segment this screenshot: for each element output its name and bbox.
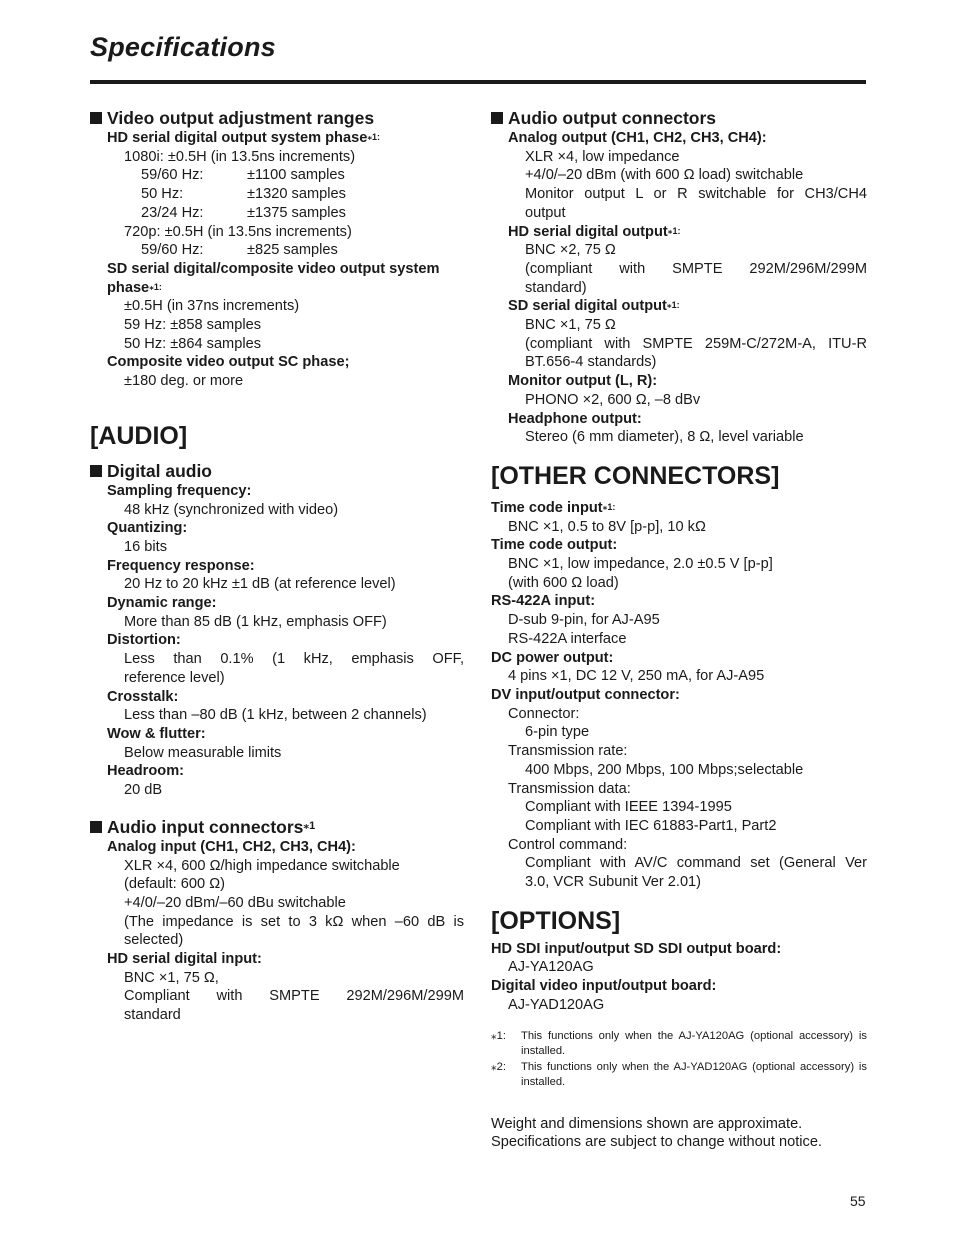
distortion-value: Less than 0.1% (1 kHz, emphasis OFF, — [124, 651, 464, 668]
dv-data-value: Compliant with IEC 61883-Part1, Part2 — [525, 817, 777, 834]
sample-value: ±1100 samples — [247, 167, 345, 184]
hd-board-value: AJ-YA120AG — [508, 959, 594, 976]
footnote — [491, 1060, 867, 1091]
wow-flutter-value: Below measurable limits — [124, 744, 282, 761]
crosstalk-value: Less than –80 dB (1 kHz, between 2 channels) — [124, 707, 427, 724]
hd-phase-label: HD serial digital output system phase$^{⁎1:}$ — [107, 130, 381, 146]
sc-phase-value: ±180 deg. or more — [124, 373, 244, 390]
sd-phase-value: 50 Hz: ±864 samples — [124, 335, 261, 352]
dc-power-value: 4 pins ×1, DC 12 V, 250 mA, for AJ-A95 — [508, 668, 765, 685]
right-column — [491, 108, 867, 1152]
hd-output-label: HD serial digital output$^{⁎1:}$ — [508, 223, 681, 240]
analog-input-value: (default: 600 Ω) — [124, 876, 225, 893]
analog-input-label: Analog input (CH1, CH2, CH3, CH4): — [107, 838, 356, 855]
closing-notes — [491, 1115, 867, 1152]
page-number: 55 — [850, 1193, 866, 1209]
rows-1080i — [90, 166, 464, 222]
other-connectors-heading: [OTHER CONNECTORS] — [491, 461, 780, 490]
phase-720p: 720p: ±0.5H (in 13.5ns increments) — [124, 223, 352, 240]
monitor-switch-text: Monitor output L or R switchable for CH3/CH4 — [525, 186, 867, 203]
analog-output-value: XLR ×4, low impedance — [525, 148, 680, 165]
dv-board-value: AJ-YAD120AG — [508, 996, 605, 1013]
timecode-output-label: Time code output: — [491, 537, 618, 554]
footnotes — [491, 1029, 867, 1091]
rs422-label: RS-422A input: — [491, 593, 596, 610]
dv-connector-value: 6-pin type — [525, 724, 590, 741]
timecode-output-value: BNC ×1, low impedance, 2.0 ±0.5 V [p-p] — [508, 556, 773, 573]
dv-control-value: Compliant with AV/C command set (General Ver — [525, 855, 867, 872]
page-title: Specifications — [90, 32, 276, 62]
frequency-value: 20 Hz to 20 kHz ±1 dB (at reference level) — [124, 576, 396, 593]
options-heading: [OPTIONS] — [491, 906, 621, 935]
video-output-heading: Video output adjustment ranges — [90, 108, 464, 129]
dv-control-label: Control command: — [508, 836, 628, 853]
sample-rate: 59/60 Hz: — [141, 167, 204, 184]
dv-board-label: Digital video input/output board: — [491, 978, 717, 995]
dynamic-range-label: Dynamic range: — [107, 595, 217, 612]
footnote-mark: ⁎2: — [491, 1061, 506, 1074]
headroom-label: Headroom: — [107, 763, 185, 780]
sd-phase-value: 59 Hz: ±858 samples — [124, 317, 261, 334]
digital-audio-heading: Digital audio — [90, 461, 464, 482]
audio-input-heading: Audio input connectors$^{⁎1}$ — [90, 817, 464, 838]
sd-phase-label: SD serial digital/composite video output system — [107, 260, 440, 277]
rs422-value: D-sub 9-pin, for AJ-A95 — [508, 612, 660, 629]
sample-row — [141, 166, 464, 185]
hd-input-compliant-2: standard — [124, 1007, 181, 1024]
sd-output-value: BNC ×1, 75 Ω — [525, 317, 616, 334]
hd-output-value: BNC ×2, 75 Ω — [525, 242, 616, 259]
analog-output-values — [491, 148, 867, 185]
footnote-ref: ⁎1: — [666, 300, 680, 311]
rs422-value: RS-422A interface — [508, 630, 627, 647]
analog-output-value: +4/0/–20 dBm (with 600 Ω load) switchable — [525, 167, 804, 184]
dv-connector-sublabel: Connector: — [508, 705, 580, 722]
footnote — [491, 1029, 867, 1060]
hd-board-label: HD SDI input/output SD SDI output board: — [491, 940, 782, 957]
footnote-ref: ⁎1: — [149, 281, 162, 292]
sc-phase-label: Composite video output SC phase; — [107, 354, 350, 371]
analog-input-note-2: selected) — [124, 932, 184, 949]
sd-phase-values — [90, 297, 464, 353]
footnote-ref: ⁎1: — [602, 501, 616, 512]
sample-rate: 59/60 Hz: — [141, 242, 204, 259]
sd-output-compliant: (compliant with SMPTE 259M-C/272M-A, ITU-R — [525, 335, 867, 352]
analog-input-values — [90, 857, 464, 913]
headroom-value: 20 dB — [124, 782, 163, 799]
dv-data-label: Transmission data: — [508, 780, 631, 797]
title-rule — [90, 80, 866, 84]
footnote-mark: ⁎1: — [491, 1029, 506, 1042]
audio-heading: [AUDIO] — [90, 421, 188, 450]
analog-input-value: XLR ×4, 600 Ω/high impedance switchable — [124, 857, 400, 874]
sample-row — [141, 204, 464, 223]
sd-phase-label-2: phase$^{⁎1:}$ — [107, 279, 162, 296]
footnote-ref: ⁎1 — [303, 819, 316, 832]
quantizing-label: Quantizing: — [107, 520, 188, 537]
hd-input-label: HD serial digital input: — [107, 951, 262, 968]
sample-row — [141, 185, 464, 204]
footnote-ref: ⁎1: — [667, 225, 681, 236]
analog-output-label: Analog output (CH1, CH2, CH3, CH4): — [508, 130, 767, 146]
footnote-text: This functions only when the AJ-YA120AG (optional accessory) is installed. — [521, 1029, 867, 1057]
timecode-input-label: Time code input$^{⁎1:}$ — [491, 499, 616, 516]
monitor-output-value: PHONO ×2, 600 Ω, –8 dBv — [525, 391, 701, 408]
sample-row — [141, 241, 464, 260]
headphone-output-value: Stereo (6 mm diameter), 8 Ω, level variable — [525, 429, 804, 446]
audio-output-heading: Audio output connectors — [491, 108, 867, 129]
dv-data-values — [491, 798, 867, 835]
headphone-output-label: Headphone output: — [508, 410, 642, 427]
analog-input-value: +4/0/–20 dBm/–60 dBu switchable — [124, 894, 346, 911]
sample-value: ±1320 samples — [247, 186, 346, 203]
phase-1080i: 1080i: ±0.5H (in 13.5ns increments) — [124, 148, 356, 165]
sampling-value: 48 kHz (synchronized with video) — [124, 501, 339, 518]
dc-power-label: DC power output: — [491, 649, 614, 666]
frequency-label: Frequency response: — [107, 557, 255, 574]
closing-line: Specifications are subject to change without notice. — [491, 1134, 822, 1151]
monitor-switch-text-2: output — [525, 204, 566, 221]
timecode-input-value: BNC ×1, 0.5 to 8V [p-p], 10 kΩ — [508, 518, 706, 535]
monitor-output-label: Monitor output (L, R): — [508, 373, 658, 390]
rs422-values — [491, 611, 867, 648]
hd-input-value: BNC ×1, 75 Ω, — [124, 969, 219, 986]
dv-rate-value: 400 Mbps, 200 Mbps, 100 Mbps;selectable — [525, 761, 804, 778]
timecode-output-values — [491, 555, 867, 592]
footnote-text: This functions only when the AJ-YAD120AG (optional accessory) is installed. — [521, 1061, 867, 1089]
dv-rate-label: Transmission rate: — [508, 743, 628, 760]
sample-rate: 50 Hz: — [141, 186, 184, 203]
distortion-label: Distortion: — [107, 632, 181, 649]
hd-input-compliant: Compliant with SMPTE 292M/296M/299M — [124, 988, 464, 1005]
wow-flutter-label: Wow & flutter: — [107, 725, 206, 742]
quantizing-value: 16 bits — [124, 538, 167, 555]
distortion-value-2: reference level) — [124, 669, 225, 686]
hd-output-compliant-2: standard) — [525, 279, 587, 296]
sd-phase-value: ±0.5H (in 37ns increments) — [124, 298, 300, 315]
hd-output-compliant: (compliant with SMPTE 292M/296M/299M — [525, 260, 867, 277]
sampling-label: Sampling frequency: — [107, 482, 252, 499]
footnote-ref: ⁎1: — [367, 132, 381, 142]
crosstalk-label: Crosstalk: — [107, 688, 179, 705]
rows-720p — [90, 241, 464, 260]
dv-control-value-2: 3.0, VCR Subunit Ver 2.01) — [525, 874, 702, 891]
sd-output-label: SD serial digital output$^{⁎1:}$ — [508, 298, 680, 315]
analog-input-note: (The impedance is set to 3 kΩ when –60 dB is — [124, 913, 464, 930]
dynamic-range-value: More than 85 dB (1 kHz, emphasis OFF) — [124, 613, 387, 630]
left-column — [90, 108, 464, 1025]
sample-value: ±1375 samples — [247, 204, 346, 221]
sample-rate: 23/24 Hz: — [141, 204, 204, 221]
closing-line: Weight and dimensions shown are approximate. — [491, 1115, 803, 1132]
sample-value: ±825 samples — [247, 242, 338, 259]
timecode-output-value: (with 600 Ω load) — [508, 574, 619, 591]
dv-connector-label: DV input/output connector: — [491, 686, 680, 703]
sd-output-compliant-2: BT.656-4 standards) — [525, 354, 657, 371]
dv-data-value: Compliant with IEEE 1394-1995 — [525, 799, 732, 816]
